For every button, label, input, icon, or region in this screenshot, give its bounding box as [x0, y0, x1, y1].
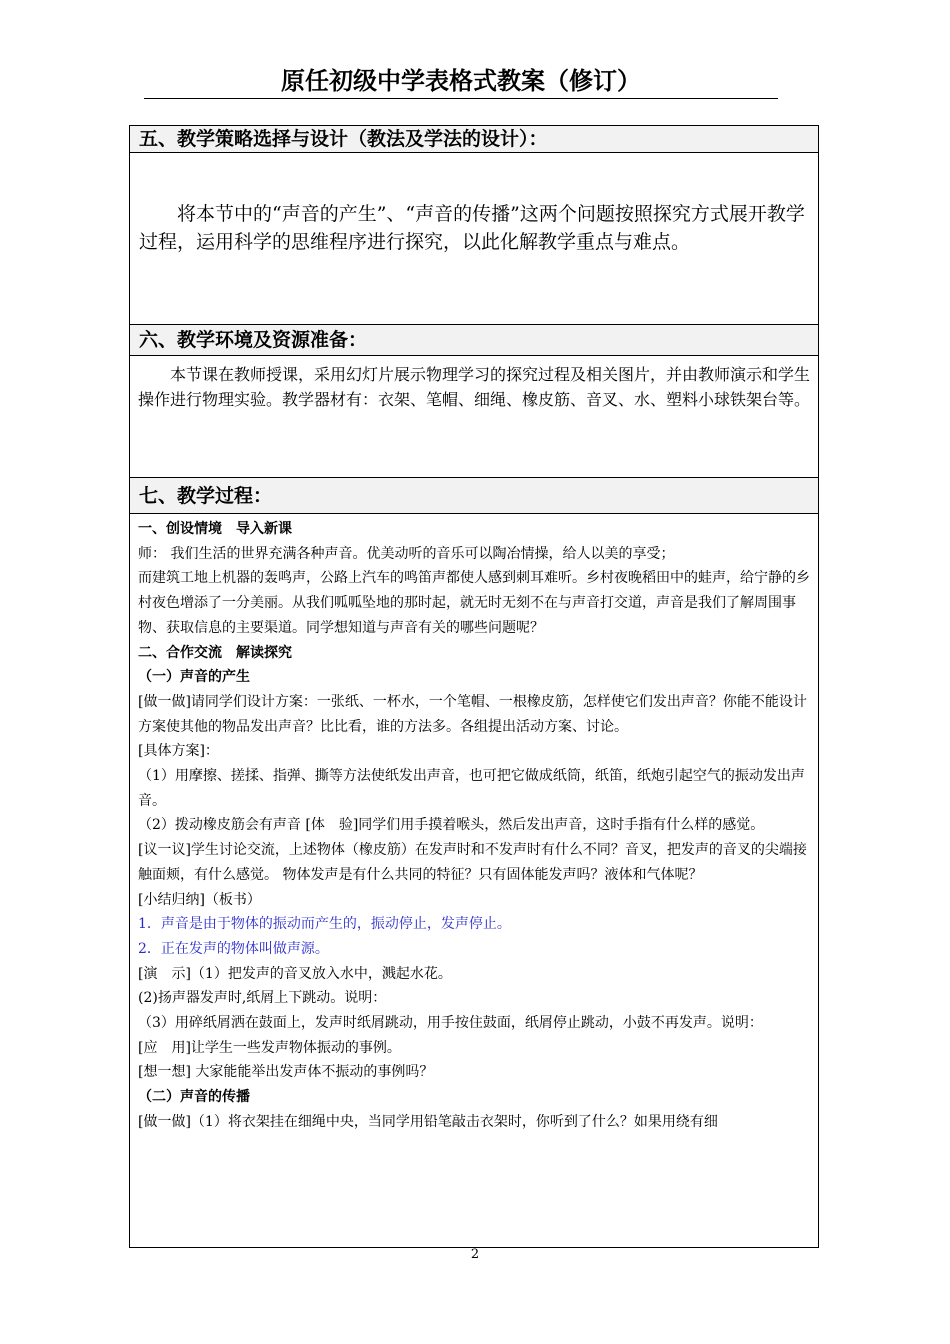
process-line: [演 示]（1）把发声的音叉放入水中，溅起水花。: [138, 965, 452, 982]
process-line: [小结归纳]（板书）: [138, 891, 261, 908]
process-line: [应 用]让学生一些发声物体振动的事例。: [138, 1039, 401, 1056]
process-line: （3）用碎纸屑洒在鼓面上，发声时纸屑跳动，用手按住鼓面，纸屑停止跳动，小鼓不再发声。说明：: [138, 1015, 763, 1032]
page-number: 2: [470, 1247, 480, 1262]
section-heading-process: 七、教学过程：: [130, 478, 818, 514]
process-line: (2)扬声器发声时,纸屑上下跳动。说明：: [138, 990, 387, 1007]
section-body-process: [130, 514, 818, 1247]
process-subheading: 二、合作交流 解读探究: [138, 644, 292, 661]
process-line: 而建筑工地上机器的轰鸣声，公路上汽车的鸣笛声都使人感到刺耳难听。乡村夜晚稻田中的蛙声，给宁静的乡村夜色增添了一分美丽。从我们呱呱坠地的那时起，就无时无刻不在与声音打交道，声音是我们了解周围事物、获取信息的主要渠道。同学想知道与声音有关的哪些问题呢？: [138, 570, 810, 636]
resources-text: 本节课在教师授课，采用幻灯片展示物理学习的探究过程及相关图片，并由教师演示和学生操作进行物理实验。教学器材有：衣架、笔帽、细绳、橡皮筋、音叉、水、塑料小球铁架台等。: [138, 365, 811, 409]
process-subheading: （二）声音的传播: [138, 1089, 250, 1106]
process-line: 2．正在发声的物体叫做声源。: [138, 940, 329, 957]
process-line: 师： 我们生活的世界充满各种声音。优美动听的音乐可以陶冶情操，给人以美的享受；: [138, 545, 675, 562]
process-subheading: 一、创设情境 导入新课: [138, 521, 292, 537]
process-line: （2）拨动橡皮筋会有声音 [体 验]同学们用手摸着喉头，然后发出声音，这时手指有什么样的感觉。: [138, 817, 765, 834]
process-line: [具体方案]：: [138, 743, 219, 760]
process-subheading: （一）声音的产生: [138, 669, 250, 686]
process-line: [做一做]（1）将衣架挂在细绳中央，当同学用铅笔敲击衣架时，你听到了什么？如果用绕有细: [138, 1113, 718, 1130]
page-title: 原任初级中学表格式教案（修订）: [144, 64, 778, 99]
process-line: [做一做]请同学们设计方案：一张纸、一杯水，一个笔帽、一根橡皮筋，怎样使它们发出声音？你能不能设计方案使其他的物品发出声音？比比看，谁的方法多。各组提出活动方案、讨论。: [138, 693, 807, 735]
process-line: 1．声音是由于物体的振动而产生的，振动停止，发声停止。: [138, 916, 511, 933]
lesson-plan-table: [129, 125, 819, 1248]
section-heading-resources: 六、教学环境及资源准备：: [130, 325, 818, 356]
strategy-text: 将本节中的“声音的产生”、“声音的传播”这两个问题按照探究方式展开教学过程，运用科学的思维程序进行探究，以此化解教学重点与难点。: [139, 203, 805, 253]
process-line: [议一议]学生讨论交流，上述物体（橡皮筋）在发声时和不发声时有什么不同？音叉，把发声的音叉的尖端接触面颊，有什么感觉。 物体发声是有什么共同的特征？只有固体能发声吗？液体和气体呢？: [138, 842, 807, 883]
section-body-resources: [130, 356, 818, 478]
section-heading-strategy: 五、教学策略选择与设计（教法及学法的设计）：: [130, 126, 818, 153]
section-body-strategy: [130, 153, 818, 325]
process-line: [想一想] 大家能能举出发声体不振动的事例吗？: [138, 1064, 434, 1081]
process-line: （1）用摩擦、搓揉、指弹、撕等方法使纸发出声音，也可把它做成纸筒，纸笛，纸炮引起空气的振动发出声音。: [138, 768, 805, 809]
